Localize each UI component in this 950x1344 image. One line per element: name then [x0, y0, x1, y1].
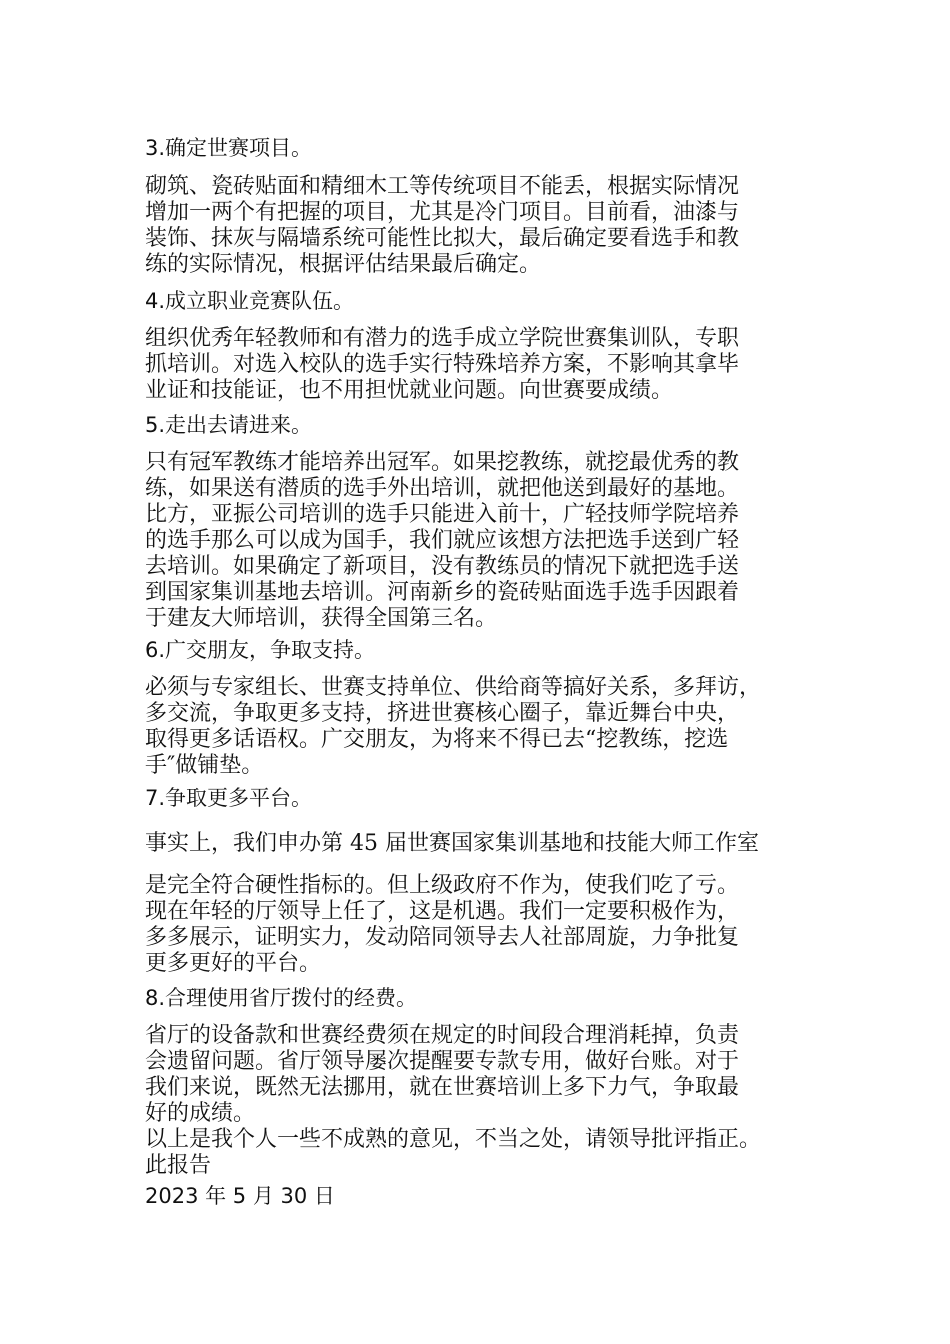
- section-3-paragraph: 砌筑、瓷砖贴面和精细木工等传统项目不能丢，根据实际情况 增加一两个有把握的项目，尤其是冷门项目。目前看，油漆与 装饰、抹灰与隔墙系统可能性比拟大，最后确定要看选手和教 练的实际情况，根据评估结果最后确定。: [145, 174, 740, 277]
- section-8-paragraph: 省厅的设备款和世赛经费须在规定的时间段合理消耗掉，负责 会遗留问题。省厅领导屡次提醒要专款专用，做好台账。对于 我们来说，既然无法挪用，就在世赛培训上多下力气，争取最 好的成绩。 以上是我个人一些不成熟的意见，不当之处，请领导批评指正。 此报告: [145, 1023, 762, 1178]
- section-8-heading: 8.合理使用省厅拨付的经费。: [145, 986, 418, 1010]
- section-7-paragraph-1: 事实上，我们申办第 45 届世赛国家集训基地和技能大师工作室: [145, 831, 759, 856]
- section-3-heading: 3.确定世赛项目。: [145, 136, 313, 160]
- section-5-paragraph: 只有冠军教练才能培养出冠军。如果挖教练，就挖最优秀的教 练，如果送有潜质的选手外出培训，就把他送到最好的基地。 比方，亚振公司培训的选手只能进入前十，广轻技师学院培养 的选手那么可以成为国手，我们就应该想方法把选手送到广轻 去培训。如果确定了新项目，没有教练员的情况下就把选手送 到国家集训基地去培训。河南新乡的瓷砖贴面选手选手因跟着 于建友大师培训，获得全国第三名。: [145, 450, 740, 631]
- section-4-heading: 4.成立职业竞赛队伍。: [145, 289, 355, 313]
- document-page: [145, 0, 825, 1344]
- report-date: 2023 年 5 月 30 日: [145, 1184, 335, 1208]
- section-5-heading: 5.走出去请进来。: [145, 413, 313, 437]
- section-7-heading: 7.争取更多平台。: [145, 786, 313, 810]
- section-6-heading: 6.广交朋友，争取支持。: [145, 638, 376, 662]
- section-7-paragraph-2: 是完全符合硬性指标的。但上级政府不作为，使我们吃了亏。 现在年轻的厅领导上任了，这是机遇。我们一定要积极作为， 多多展示，证明实力，发动陪同领导去人社部周旋，力争批复 更多更好的平台。: [145, 873, 740, 976]
- section-4-paragraph: 组织优秀年轻教师和有潜力的选手成立学院世赛集训队，专职 抓培训。对选入校队的选手实行特殊培养方案，不影响其拿毕 业证和技能证，也不用担忧就业问题。向世赛要成绩。: [145, 326, 740, 403]
- section-6-paragraph: 必须与专家组长、世赛支持单位、供给商等搞好关系，多拜访， 多交流，争取更多支持，挤进世赛核心圈子，靠近舞台中央， 取得更多话语权。广交朋友，为将来不得已去“挖教练，挖选 手″做铺垫。: [145, 675, 762, 778]
